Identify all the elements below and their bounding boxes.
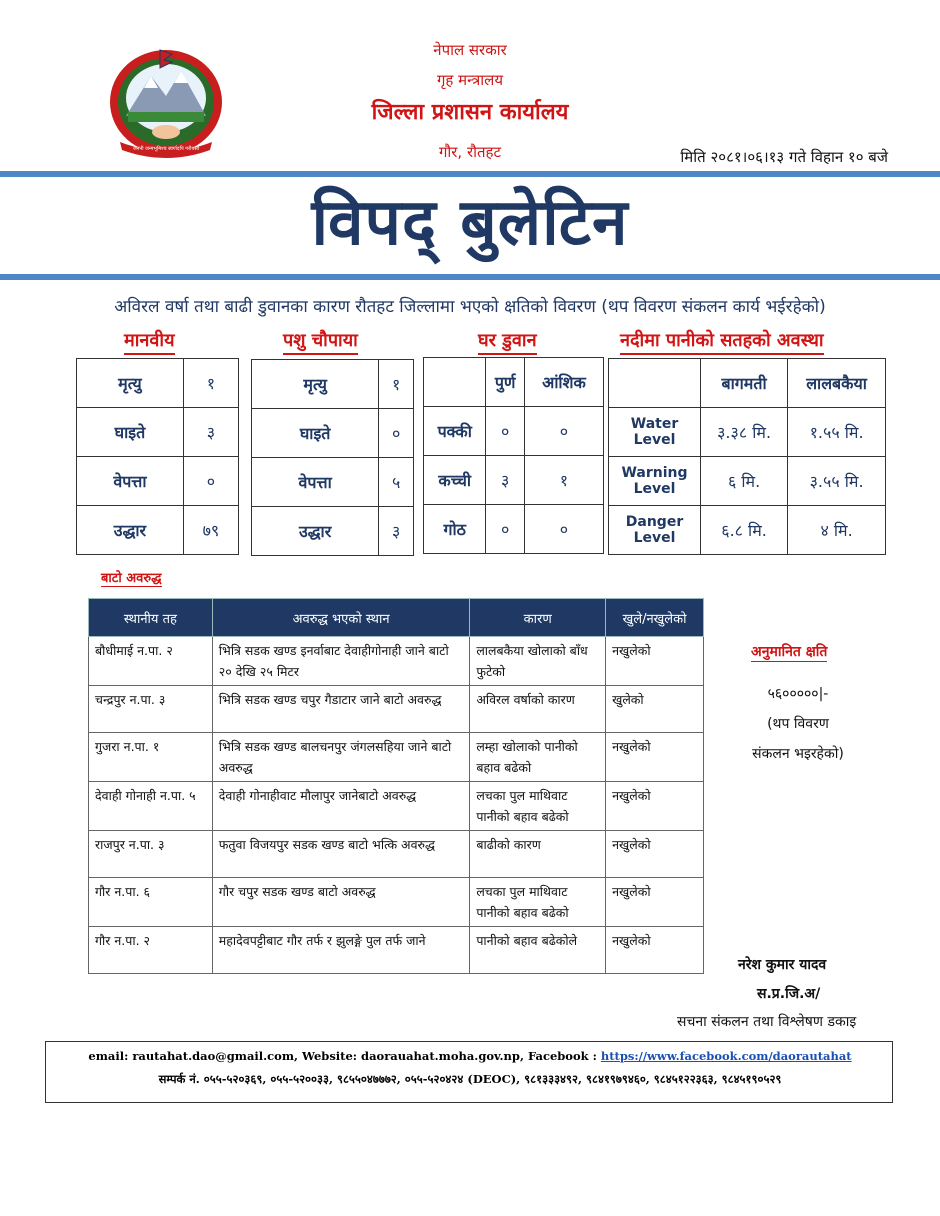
office-address: गौर, रौतहट: [438, 143, 502, 161]
roads-table: [88, 598, 704, 974]
blocked-place: गौर चपुर सडक खण्ड बाटो अवरुद्ध: [212, 878, 470, 927]
ministry-name: गृह मन्त्रालय: [436, 71, 504, 89]
partial-value: ०: [524, 407, 603, 456]
table-row: [424, 407, 604, 456]
contact-email-website: email: rautahat.dao@gmail.com, Website: daorauahat.moha.gov.np, Facebook :: [88, 1049, 601, 1063]
row-label: Danger Level: [609, 506, 701, 555]
table-header-row: [424, 358, 604, 407]
table-row: [89, 782, 704, 831]
reason: लचका पुल माथिवाट पानीको बहाव बढेको: [470, 782, 606, 831]
houses-table: [423, 357, 604, 554]
local-unit: बौधीमाई न.पा. २: [89, 637, 213, 686]
office-name: जिल्ला प्रशासन कार्यालय: [371, 100, 569, 125]
row-label: घाइते: [252, 409, 379, 458]
table-row: [89, 878, 704, 927]
signatory-unit: सचना संकलन तथा विश्लेषण डकाइ: [677, 1014, 857, 1030]
table-row: [609, 408, 886, 457]
column-header: आंशिक: [524, 358, 603, 407]
loss-heading: अनुमानित क्षति: [751, 644, 828, 660]
column-header: कारण: [470, 599, 606, 637]
reason: पानीको बहाव बढेकोले: [470, 927, 606, 974]
bulletin-date: मिति २०८१।०६।१३ गते विहान १० बजे: [680, 148, 888, 166]
loss-note-line2: संकलन भइरहेको): [752, 746, 844, 762]
column-header: स्थानीय तह: [89, 599, 213, 637]
livestock-table: [251, 359, 414, 556]
reason: लालबकैया खोलाको बाँध फुटेको: [470, 637, 606, 686]
rivers-heading: नदीमा पानीको सतहको अवस्था: [620, 328, 824, 355]
column-header: खुले/नखुलेको: [606, 599, 704, 637]
row-value: ५: [379, 458, 414, 507]
contact-line: [46, 1049, 894, 1063]
table-row: [252, 507, 414, 556]
local-unit: चन्द्रपुर न.पा. ३: [89, 686, 213, 733]
row-label: गोठ: [424, 505, 486, 554]
row-label: मृत्यु: [252, 360, 379, 409]
loss-note-line1: (थप विवरण: [767, 716, 829, 732]
reason: लम्हा खोलाको पानीको बहाव बढेको: [470, 733, 606, 782]
column-header: [424, 358, 486, 407]
full-value: ३: [486, 456, 524, 505]
row-label: Warning Level: [609, 457, 701, 506]
reason: अविरल वर्षाको कारण: [470, 686, 606, 733]
row-value: ३: [379, 507, 414, 556]
column-header: पुर्ण: [486, 358, 524, 407]
blocked-place: भित्रि सडक खण्ड इनर्वाबाट देवाहीगोनाही जाने बाटो २० देखि २५ मिटर: [212, 637, 470, 686]
row-value: ०: [183, 457, 238, 506]
table-row: [77, 506, 239, 555]
row-value: ३: [183, 408, 238, 457]
table-row: [89, 733, 704, 782]
bagmati-value: ६.८ मि.: [701, 506, 788, 555]
table-row: [609, 506, 886, 555]
table-row: [424, 505, 604, 554]
table-row: [252, 360, 414, 409]
lalbakaiya-value: ३.५५ मि.: [788, 457, 886, 506]
roads-heading: बाटो अवरुद्ध: [101, 568, 162, 587]
status: नखुलेको: [606, 831, 704, 878]
phone-numbers: सम्पर्क नं. ०५५-५२०३६९, ०५५-५२००३३, ९८५५०४७७७२, ०५५-५२०४२४ (DEOC), ९८१३३३४९२, ९८४१९७९४६०, ९८४५१२२३६३, ९८४५१९०५२९: [158, 1072, 782, 1086]
table-row: [252, 458, 414, 507]
table-header-row: [89, 599, 704, 637]
blocked-place: महादेवपट्टीबाट गौर तर्फ र झुलङ्गे पुल तर्फ जाने: [212, 927, 470, 974]
row-value: १: [379, 360, 414, 409]
status: नखुलेको: [606, 733, 704, 782]
row-value: १: [183, 359, 238, 408]
lalbakaiya-value: ४ मि.: [788, 506, 886, 555]
partial-value: १: [524, 456, 603, 505]
row-label: वेपत्ता: [77, 457, 184, 506]
local-unit: राजपुर न.पा. ३: [89, 831, 213, 878]
status: नखुलेको: [606, 927, 704, 974]
table-row: [89, 831, 704, 878]
human-heading: मानवीय: [124, 328, 175, 355]
full-value: ०: [486, 505, 524, 554]
signatory-post: स.प्र.जि.अ/: [757, 986, 821, 1002]
signatory-name: नरेश कुमार यादव: [738, 957, 827, 973]
status: नखुलेको: [606, 782, 704, 831]
column-header: लालबकैया: [788, 359, 886, 408]
bulletin-subtitle: अविरल वर्षा तथा बाढी डुवानका कारण रौतहट जिल्लामा भएको क्षतिको विवरण (थप विवरण संकलन कार्य भईरहेको): [114, 297, 826, 317]
government-name: नेपाल सरकार: [433, 41, 507, 59]
blocked-place: भित्रि सडक खण्ड चपुर गैडाटार जाने बाटो अवरुद्ध: [212, 686, 470, 733]
blocked-place: फतुवा विजयपुर सडक खण्ड बाटो भत्कि अवरुद्ध: [212, 831, 470, 878]
table-row: [89, 637, 704, 686]
facebook-link[interactable]: https://www.facebook.com/daorautahat: [600, 1049, 852, 1063]
partial-value: ०: [524, 505, 603, 554]
column-header: बागमती: [701, 359, 788, 408]
local-unit: गुजरा न.पा. १: [89, 733, 213, 782]
contact-footer: [45, 1041, 893, 1103]
livestock-heading: पशु चौपाया: [283, 328, 358, 355]
row-label: उद्धार: [252, 507, 379, 556]
blocked-place: देवाही गोनाहीवाट मौलापुर जानेबाटो अवरुद्ध: [212, 782, 470, 831]
blocked-place: भित्रि सडक खण्ड बालचनपुर जंगलसहिया जाने बाटो अवरुद्ध: [212, 733, 470, 782]
column-header: [609, 359, 701, 408]
full-value: ०: [486, 407, 524, 456]
human-table: [76, 358, 239, 555]
status: खुलेको: [606, 686, 704, 733]
table-row: [77, 408, 239, 457]
row-label: वेपत्ता: [252, 458, 379, 507]
page-title: विपद् बुलेटिन: [311, 186, 629, 260]
reason: बाढीको कारण: [470, 831, 606, 878]
row-label: घाइते: [77, 408, 184, 457]
houses-heading: घर डुवान: [478, 328, 537, 355]
emblem-motto: जननी जन्मभूमिश्च स्वर्गादपि गरीयसी: [132, 146, 200, 152]
row-label: मृत्यु: [77, 359, 184, 408]
table-row: [424, 456, 604, 505]
row-value: ०: [379, 409, 414, 458]
loss-amount: ५६०००००|-: [767, 686, 829, 702]
table-row: [89, 927, 704, 974]
bagmati-value: ६ मि.: [701, 457, 788, 506]
column-header: अवरुद्ध भएको स्थान: [212, 599, 470, 637]
table-row: [77, 457, 239, 506]
table-row: [77, 359, 239, 408]
row-label: उद्धार: [77, 506, 184, 555]
local-unit: गौर न.पा. ६: [89, 878, 213, 927]
row-label: पक्की: [424, 407, 486, 456]
row-value: ७९: [183, 506, 238, 555]
local-unit: देवाही गोनाही न.पा. ५: [89, 782, 213, 831]
local-unit: गौर न.पा. २: [89, 927, 213, 974]
status: नखुलेको: [606, 878, 704, 927]
table-row: [89, 686, 704, 733]
rivers-table: [608, 358, 886, 555]
table-row: [609, 457, 886, 506]
status: नखुलेको: [606, 637, 704, 686]
lalbakaiya-value: १.५५ मि.: [788, 408, 886, 457]
bottom-divider: [0, 274, 940, 280]
reason: लचका पुल माथिवाट पानीको बहाव बढेको: [470, 878, 606, 927]
bagmati-value: ३.३८ मि.: [701, 408, 788, 457]
table-row: [252, 409, 414, 458]
row-label: कच्ची: [424, 456, 486, 505]
row-label: Water Level: [609, 408, 701, 457]
table-header-row: [609, 359, 886, 408]
